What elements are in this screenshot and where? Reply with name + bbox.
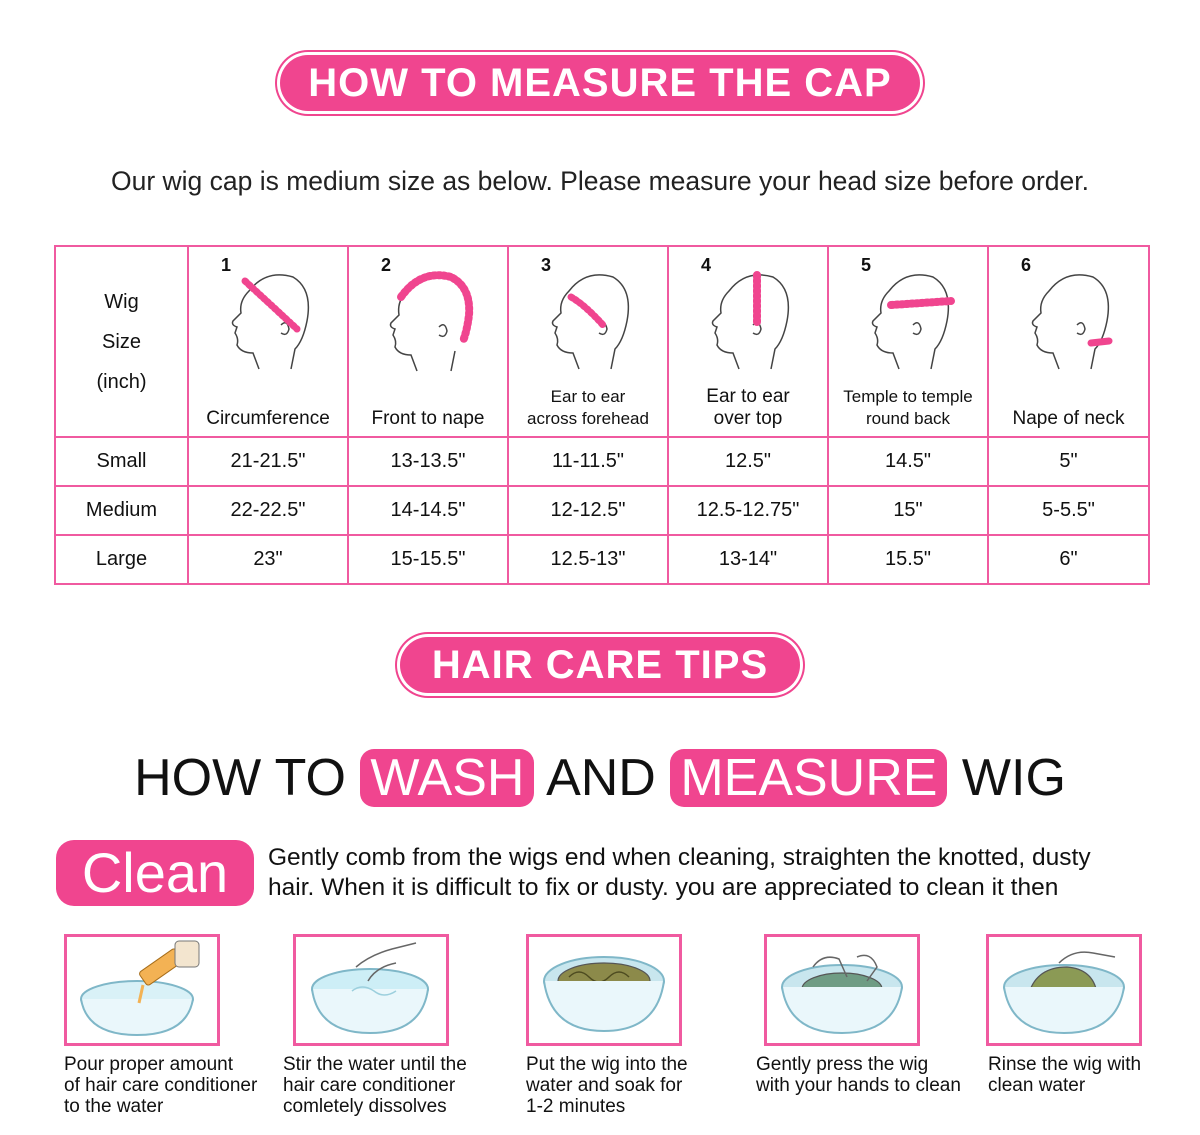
soak-wig-bowl-icon <box>529 937 679 1043</box>
table-cell: 21-21.5" <box>188 437 348 486</box>
step-image <box>293 934 449 1046</box>
caption-line: Pour proper amount <box>64 1054 233 1075</box>
column-header-nape-of-neck <box>988 246 1149 437</box>
caption-line: comletely dissolves <box>283 1096 447 1117</box>
table-cell: 23" <box>188 535 348 584</box>
table-cell: 14-14.5" <box>348 486 508 535</box>
table-cell: 15-15.5" <box>348 535 508 584</box>
step-caption <box>756 1054 976 1096</box>
size-label: Small <box>55 437 188 486</box>
step-caption <box>64 1054 284 1117</box>
hair-care-tips-title: HAIR CARE TIPS <box>400 637 800 693</box>
clean-line: hair. When it is difficult to fix or dusty. you are appreciated to clean it then <box>268 874 1059 901</box>
step-number: 2 <box>381 255 392 275</box>
clean-badge: Clean <box>56 840 254 906</box>
measure-cap-title: HOW TO MEASURE THE CAP <box>280 55 920 111</box>
column-label: Nape of neck <box>1012 408 1125 429</box>
size-label: Medium <box>55 486 188 535</box>
step-image <box>64 934 220 1046</box>
table-header-row <box>55 246 1149 437</box>
step-number: 3 <box>541 255 552 275</box>
table-cell: 15.5" <box>828 535 988 584</box>
table-cell: 5-5.5" <box>988 486 1149 535</box>
stir-water-bowl-icon <box>296 937 446 1043</box>
caption-line: with your hands to clean <box>756 1075 961 1096</box>
corner-line: (inch) <box>96 370 147 393</box>
column-label: over top <box>713 408 783 429</box>
headline-text: AND <box>546 749 656 807</box>
press-wig-bowl-icon <box>767 937 917 1043</box>
table-cell: 6" <box>988 535 1149 584</box>
caption-line: of hair care conditioner <box>64 1075 258 1096</box>
column-header-ear-to-ear-forehead <box>508 246 668 437</box>
table-cell: 14.5" <box>828 437 988 486</box>
column-label: Circumference <box>206 408 330 429</box>
table-cell: 11-11.5" <box>508 437 668 486</box>
head-temple-to-temple-icon <box>851 261 961 381</box>
column-label: Temple to temple <box>843 387 973 406</box>
step-number: 4 <box>701 255 712 275</box>
column-header-temple-to-temple <box>828 246 988 437</box>
table-row <box>55 535 1149 584</box>
step-number: 6 <box>1021 255 1032 275</box>
caption-line: to the water <box>64 1096 164 1117</box>
corner-line: Size <box>102 330 141 353</box>
head-circumference-icon <box>211 261 321 381</box>
corner-line: Wig <box>104 290 139 313</box>
headline-highlight: MEASURE <box>670 749 947 807</box>
table-cell: 22-22.5" <box>188 486 348 535</box>
head-ear-to-ear-forehead-icon <box>531 261 641 381</box>
table-cell: 12.5-12.75" <box>668 486 828 535</box>
caption-line: hair care conditioner <box>283 1075 456 1096</box>
column-label: Ear to ear <box>550 387 626 406</box>
step-image <box>764 934 920 1046</box>
caption-line: Stir the water until the <box>283 1054 467 1075</box>
column-header-front-to-nape <box>348 246 508 437</box>
step-number: 5 <box>861 255 872 275</box>
caption-line: 1-2 minutes <box>526 1096 626 1117</box>
wig-size-header <box>55 246 188 437</box>
step-image <box>986 934 1142 1046</box>
wash-measure-headline <box>0 748 1200 808</box>
headline-highlight: WASH <box>360 749 534 807</box>
intro-text: Our wig cap is medium size as below. Please measure your head size before order. <box>110 166 1090 196</box>
table-cell: 15" <box>828 486 988 535</box>
table-cell: 12.5-13" <box>508 535 668 584</box>
head-nape-of-neck-icon <box>1011 261 1121 381</box>
size-table <box>54 245 1150 585</box>
clean-description <box>268 843 1168 903</box>
caption-line: water and soak for <box>526 1075 683 1096</box>
pour-conditioner-bowl-icon <box>67 937 217 1043</box>
size-label: Large <box>55 535 188 584</box>
step-number: 1 <box>221 255 232 275</box>
headline-text: WIG <box>961 749 1066 807</box>
table-cell: 5" <box>988 437 1149 486</box>
column-label: Front to nape <box>371 408 485 429</box>
clean-line: Gently comb from the wigs end when cleaning, straighten the knotted, dusty <box>268 844 1091 871</box>
column-label: Ear to ear <box>706 386 790 407</box>
table-cell: 13-13.5" <box>348 437 508 486</box>
step-image <box>526 934 682 1046</box>
step-caption <box>988 1054 1200 1096</box>
caption-line: clean water <box>988 1075 1086 1096</box>
table-cell: 12.5" <box>668 437 828 486</box>
table-cell: 13-14" <box>668 535 828 584</box>
head-ear-to-ear-top-icon <box>691 261 801 381</box>
column-header-circumference <box>188 246 348 437</box>
caption-line: Put the wig into the <box>526 1054 688 1075</box>
caption-line: Gently press the wig <box>756 1054 929 1075</box>
step-caption <box>526 1054 746 1117</box>
column-header-ear-to-ear-top <box>668 246 828 437</box>
column-label: across forehead <box>527 409 649 428</box>
table-cell: 12-12.5" <box>508 486 668 535</box>
step-caption <box>283 1054 503 1117</box>
caption-line: Rinse the wig with <box>988 1054 1142 1075</box>
head-front-to-nape-icon <box>371 261 481 381</box>
headline-text: HOW TO <box>134 749 346 807</box>
column-label: round back <box>865 409 951 428</box>
rinse-wig-bowl-icon <box>989 937 1139 1043</box>
table-row <box>55 486 1149 535</box>
table-row <box>55 437 1149 486</box>
